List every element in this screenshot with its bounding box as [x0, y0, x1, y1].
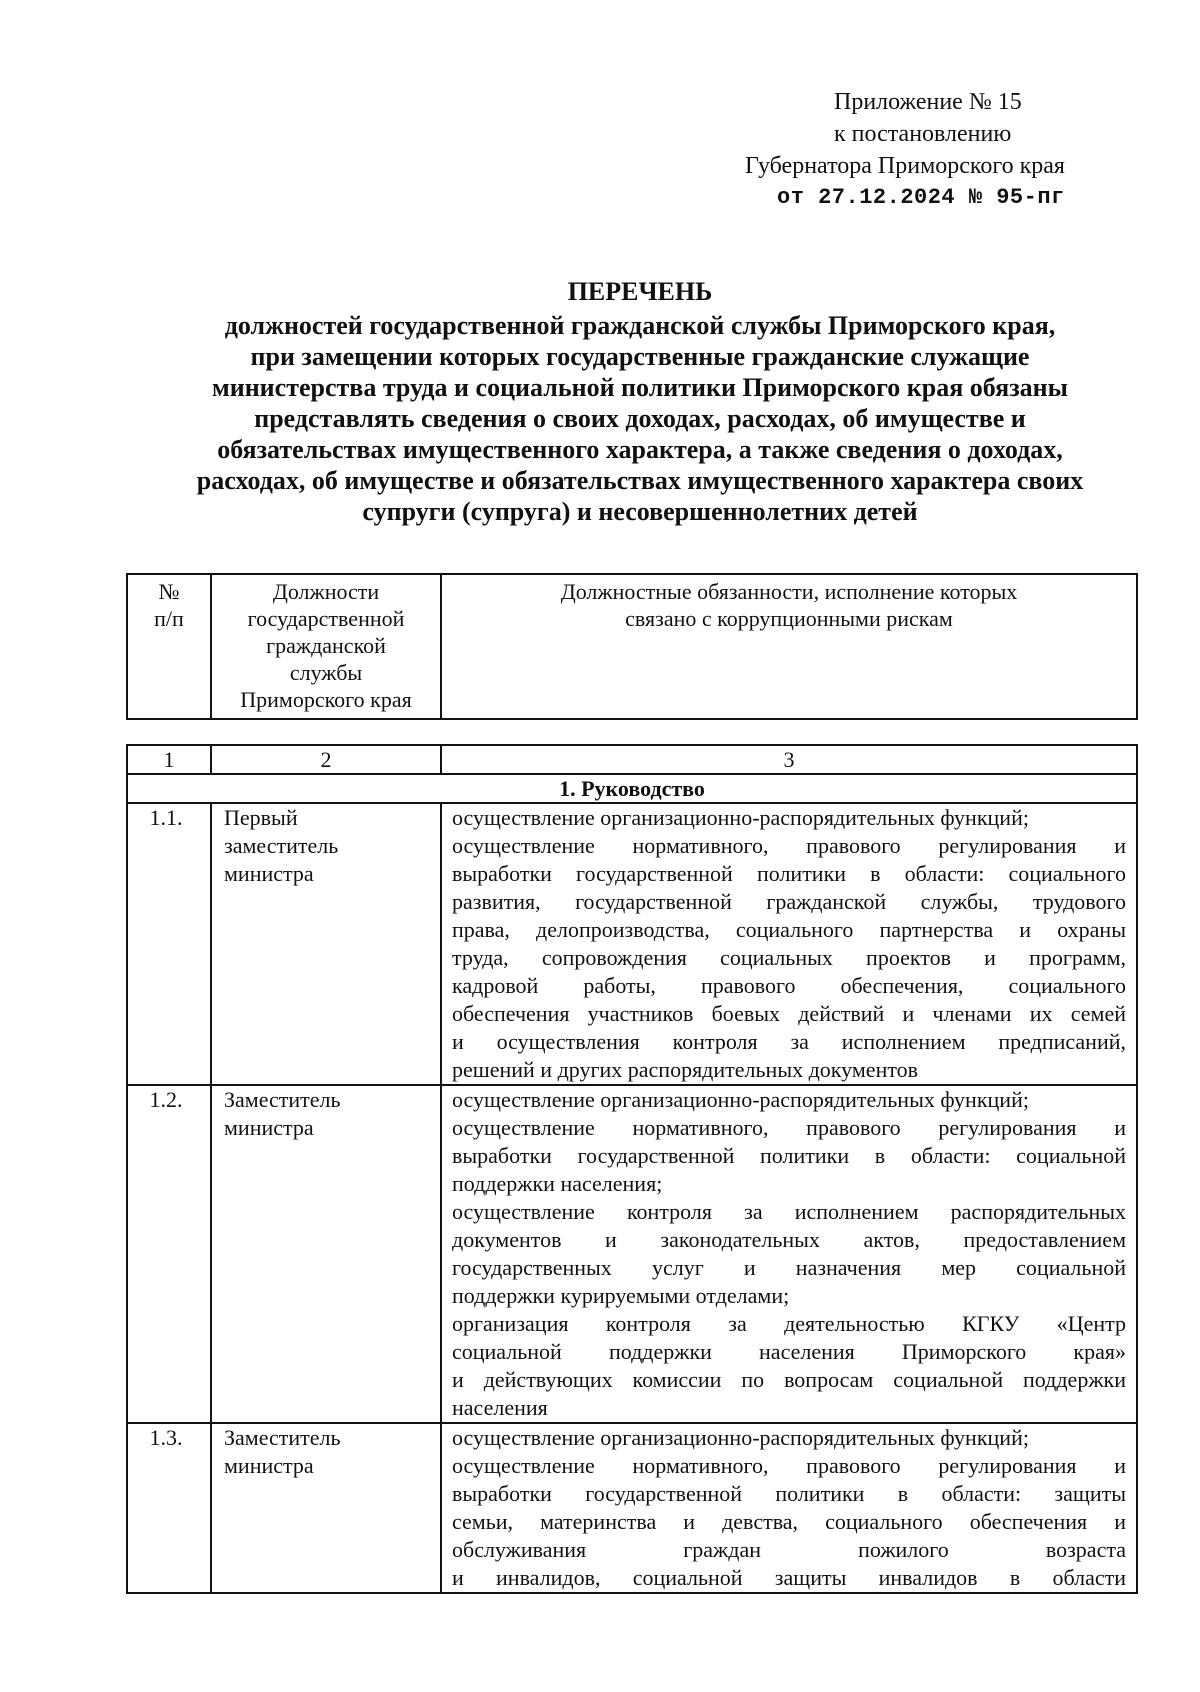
- header-duties-label: связано с коррупционными рискам: [625, 606, 953, 631]
- header-position-label: государственной: [247, 606, 405, 631]
- position-line: Заместитель: [224, 1425, 341, 1450]
- duty-line: осуществление организационно-распорядительных функций;: [452, 1087, 1029, 1112]
- section-title: 1. Руководство: [127, 774, 1137, 803]
- subtitle-line: при замещении которых государственные гражданские служащие: [250, 342, 1030, 371]
- position-line: министра: [224, 1115, 314, 1140]
- duty-line: поддержки населения;: [452, 1171, 663, 1196]
- document-subtitle: [140, 310, 1140, 527]
- duty-line: труда, сопровождения социальных проектов и программ,: [452, 945, 1126, 970]
- duty-line: права, делопроизводства, социального партнерства и охраны: [452, 917, 1126, 942]
- duty-line: организация контроля за деятельностью КГКУ «Центр: [452, 1311, 1126, 1336]
- appendix-number: Приложение № 15: [834, 89, 1022, 115]
- subtitle-line: расходах, об имуществе и обязательствах имущественного характера своих: [196, 466, 1084, 495]
- header-duties-label: Должностные обязанности, исполнение которых: [560, 579, 1018, 604]
- duty-line: решений и других распорядительных документов: [452, 1057, 919, 1082]
- duty-line: кадровой работы, правового обеспечения, социального: [452, 973, 1126, 998]
- subtitle-line: представлять сведения о своих доходах, расходах, об имуществе и: [254, 404, 1026, 433]
- subtitle-line: министерства труда и социальной политики Приморского края обязаны: [212, 373, 1068, 402]
- duty-line: обслуживания граждан пожилого возраста: [452, 1537, 1126, 1562]
- header-position-label: Приморского края: [240, 687, 412, 712]
- duty-line: документов и законодательных актов, предоставлением: [452, 1227, 1126, 1252]
- header-position-label: Должности: [272, 579, 380, 604]
- position-line: министра: [224, 1453, 314, 1478]
- row-number: 1.2.: [127, 1085, 211, 1423]
- positions-table: [126, 744, 1138, 1594]
- position-cell: [211, 1085, 441, 1423]
- appendix-block: [700, 86, 1160, 214]
- duty-line: осуществление нормативного, правового регулирования и: [452, 1115, 1126, 1140]
- decree-date-number: от 27.12.2024 № 95-пг: [777, 185, 1065, 210]
- table-row: [127, 803, 1137, 1085]
- header-position-label: службы: [289, 660, 363, 685]
- duty-line: населения: [452, 1395, 548, 1420]
- duty-line: осуществление контроля за исполнением распорядительных: [452, 1199, 1126, 1224]
- subtitle-line: супруги (супруга) и несовершеннолетних детей: [362, 497, 918, 526]
- position-line: заместитель: [224, 833, 339, 858]
- duty-line: и инвалидов, социальной защиты инвалидов в области: [452, 1565, 1126, 1590]
- duties-cell: [441, 1423, 1137, 1593]
- header-position-label: гражданской: [266, 633, 386, 658]
- position-line: министра: [224, 861, 314, 886]
- table-row: [127, 1423, 1137, 1593]
- appendix-issuer: Губернатора Приморского края: [745, 153, 1065, 179]
- duty-line: и действующих комиссии по вопросам социальной поддержки: [452, 1367, 1126, 1392]
- header-number-label: №: [158, 579, 180, 604]
- row-number: 1.1.: [127, 803, 211, 1085]
- header-number-label: п/п: [154, 606, 184, 631]
- duty-line: выработки государственной политики в области: защиты: [452, 1481, 1126, 1506]
- duty-line: осуществление нормативного, правового регулирования и: [452, 833, 1126, 858]
- appendix-reference: к постановлению: [834, 121, 1012, 147]
- duties-cell: [441, 1085, 1137, 1423]
- position-line: Первый: [224, 805, 298, 830]
- column-numbers-row: [127, 745, 1137, 774]
- duty-line: осуществление организационно-распорядительных функций;: [452, 1425, 1029, 1450]
- duty-line: выработки государственной политики в области: социального: [452, 861, 1126, 886]
- duties-cell: [441, 803, 1137, 1085]
- duty-line: государственных услуг и назначения мер социальной: [452, 1255, 1126, 1280]
- subtitle-line: должностей государственной гражданской службы Приморского края,: [224, 311, 1056, 340]
- duty-line: осуществление нормативного, правового регулирования и: [452, 1453, 1126, 1478]
- table-header-row: [127, 574, 1137, 719]
- header-duties-cell: [441, 574, 1137, 719]
- duty-line: выработки государственной политики в области: социальной: [452, 1143, 1126, 1168]
- header-position-cell: [211, 574, 441, 719]
- section-row: [127, 774, 1137, 803]
- duty-line: осуществление организационно-распорядительных функций;: [452, 805, 1029, 830]
- duty-line: обеспечения участников боевых действий и членами их семей: [452, 1001, 1126, 1026]
- document-title: ПЕРЕЧЕНЬ: [567, 277, 713, 306]
- column-number: 1: [127, 745, 211, 774]
- row-number: 1.3.: [127, 1423, 211, 1593]
- subtitle-line: обязательствах имущественного характера, а также сведения о доходах,: [217, 435, 1063, 464]
- duty-line: семьи, материнства и девства, социального обеспечения и: [452, 1509, 1126, 1534]
- table-row: [127, 1085, 1137, 1423]
- position-cell: [211, 803, 441, 1085]
- duty-line: развития, государственной гражданской службы, трудового: [452, 889, 1126, 914]
- header-number-cell: [127, 574, 211, 719]
- duty-line: поддержки курируемыми отделами;: [452, 1283, 790, 1308]
- duty-line: и осуществления контроля за исполнением предписаний,: [452, 1029, 1126, 1054]
- column-number: 3: [441, 745, 1137, 774]
- column-number: 2: [211, 745, 441, 774]
- position-line: Заместитель: [224, 1087, 341, 1112]
- table-header: [126, 573, 1138, 720]
- duty-line: социальной поддержки населения Приморского края»: [452, 1339, 1126, 1364]
- position-cell: [211, 1423, 441, 1593]
